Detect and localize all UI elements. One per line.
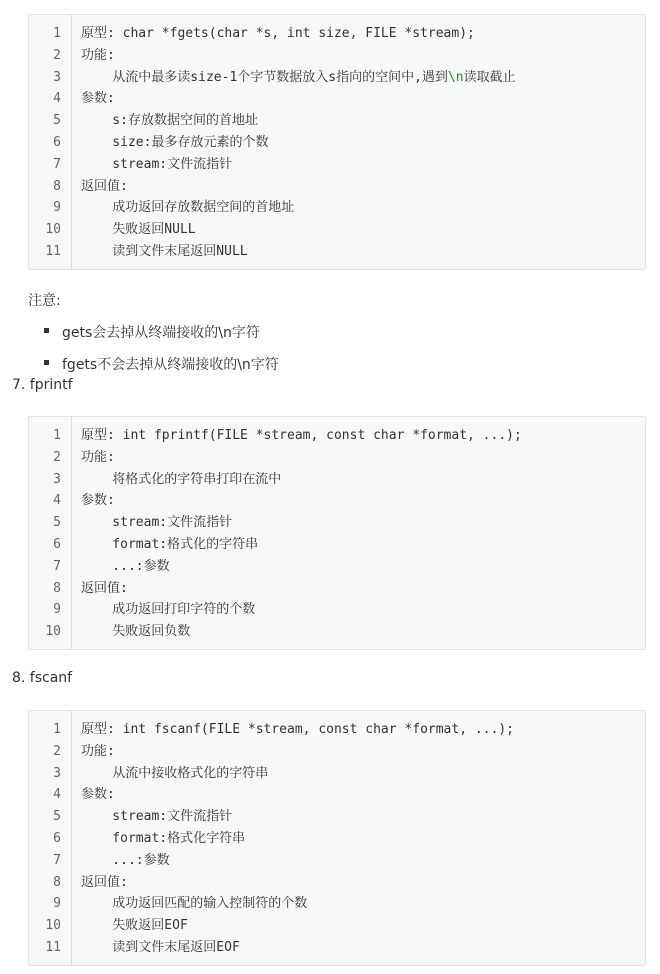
code-text [81,197,294,219]
code-text-main: 返回值: [81,874,128,890]
code-line [29,447,645,469]
code-text-main: 参数: [81,493,115,509]
code-text-main: 返回值: [81,580,128,596]
code-line [29,763,645,785]
section-heading-fscanf: 8. fscanf [12,670,73,686]
code-text-main: 原型: int fprintf(FILE *stream, const char *format, ...); [81,428,522,443]
code-text-main: 失败返回负数 [81,624,191,640]
code-text [81,850,170,872]
code-text [81,154,232,176]
escape-sequence: \n [447,69,464,85]
code-line [29,534,645,556]
code-text [81,937,240,959]
code-text [81,469,281,491]
line-number: 8 [53,580,61,596]
line-number: 6 [53,537,61,552]
code-text [81,872,128,894]
line-number: 3 [53,765,61,781]
code-text [81,490,115,512]
line-number: 7 [53,558,61,574]
code-line [29,937,645,959]
code-text-main: 成功返回打印字符的个数 [81,602,256,618]
code-text [81,806,232,828]
code-line [29,893,645,915]
code-text [81,915,188,937]
code-text-main: 功能: [81,449,115,465]
code-text [81,893,307,915]
line-number: 9 [53,896,61,912]
code-text-main: format:格式化的字符串 [81,537,259,552]
line-number: 1 [53,26,61,41]
code-line [29,110,645,132]
code-line [29,599,645,621]
line-number: 4 [53,493,61,509]
code-line [29,154,645,176]
line-number: 10 [45,624,61,640]
code-line [29,556,645,578]
code-text [81,578,128,600]
code-text [81,23,475,45]
note-label: 注意: [28,293,61,309]
code-line [29,23,645,45]
bullet-marker [44,360,49,365]
bullet-marker [44,328,49,333]
code-text-after: 读取截止 [463,69,516,85]
note-bullet-1: gets会去掉从终端接收的\n字符 [62,325,260,341]
line-number: 2 [53,47,61,63]
line-number: 4 [53,91,61,107]
line-number: 5 [53,113,61,129]
code-text-main: ...:参数 [81,852,170,868]
code-line [29,828,645,850]
code-text [81,599,255,621]
code-text-main: 原型: char *fgets(char *s, int size, FILE *stream); [81,26,475,41]
code-line [29,88,645,110]
code-line [29,784,645,806]
line-number: 11 [45,244,61,259]
code-block-fgets [28,14,646,270]
code-text [81,828,245,850]
code-line [29,176,645,198]
line-number: 1 [53,722,61,737]
code-line [29,741,645,763]
code-text [81,45,115,67]
code-line [29,132,645,154]
code-line [29,719,645,741]
code-text-main: 将格式化的字符串打印在流中 [81,471,282,487]
code-text-main: 参数: [81,787,115,803]
code-text-main: 原型: int fscanf(FILE *stream, const char *format, ...); [81,722,514,737]
code-line [29,872,645,894]
line-number: 7 [53,852,61,868]
code-line [29,425,645,447]
line-number: 8 [53,178,61,194]
code-text-main: 从流中最多读size-1个字节数据放入s指向的空间中,遇到 [81,69,448,85]
code-text [81,741,115,763]
code-text [81,512,232,534]
code-line [29,469,645,491]
line-number: 3 [53,69,61,85]
line-number: 6 [53,831,61,846]
code-line [29,67,645,89]
code-text-main: 返回值: [81,178,128,194]
code-line [29,219,645,241]
line-number: 5 [53,809,61,825]
code-text [81,556,170,578]
code-block-fscanf [28,710,646,966]
line-number: 3 [53,471,61,487]
code-line [29,915,645,937]
code-text [81,763,268,785]
code-text-main: format:格式化字符串 [81,831,246,846]
line-number: 4 [53,787,61,803]
code-text-main: s:存放数据空间的首地址 [81,113,258,129]
code-text [81,719,514,741]
code-text [81,534,258,556]
code-text-main: stream:文件流指针 [81,515,233,531]
code-text-main: 失败返回EOF [81,918,188,934]
code-text-main: 功能: [81,743,115,759]
line-number: 9 [53,200,61,216]
line-number: 11 [45,940,61,955]
line-number: 8 [53,874,61,890]
code-text [81,447,115,469]
code-block-fprintf [28,416,646,650]
code-text [81,88,115,110]
code-line [29,197,645,219]
line-number: 10 [45,918,61,934]
code-text-main: ...:参数 [81,558,170,574]
line-number: 1 [53,428,61,443]
code-text-main: 读到文件末尾返回NULL [81,244,248,259]
line-number: 2 [53,449,61,465]
code-text-main: 读到文件末尾返回EOF [81,940,240,955]
code-line [29,490,645,512]
line-number: 7 [53,156,61,172]
line-number: 5 [53,515,61,531]
code-text [81,176,128,198]
code-text-main: stream:文件流指针 [81,809,233,825]
code-text [81,621,190,643]
line-number: 10 [45,222,61,238]
note-bullet-2: fgets不会去掉从终端接收的\n字符 [62,357,279,373]
code-text [81,425,522,447]
code-text [81,67,516,89]
code-text [81,241,248,263]
line-number: 2 [53,743,61,759]
code-text-main: 成功返回匹配的输入控制符的个数 [81,896,308,912]
code-line [29,806,645,828]
code-text [81,132,268,154]
code-line [29,241,645,263]
code-line [29,512,645,534]
code-line [29,578,645,600]
section-heading-fprintf: 7. fprintf [12,377,73,393]
code-line [29,45,645,67]
code-text [81,110,258,132]
code-text [81,219,196,241]
code-text-main: 成功返回存放数据空间的首地址 [81,200,295,216]
line-number: 6 [53,135,61,150]
code-text-main: 功能: [81,47,115,63]
code-text-main: 从流中接收格式化的字符串 [81,765,269,781]
code-text-main: size:最多存放元素的个数 [81,135,269,150]
code-text-main: 失败返回NULL [81,222,196,238]
code-line [29,850,645,872]
code-text-main: stream:文件流指针 [81,156,233,172]
code-line [29,621,645,643]
line-number: 9 [53,602,61,618]
code-text [81,784,115,806]
code-text-main: 参数: [81,91,115,107]
